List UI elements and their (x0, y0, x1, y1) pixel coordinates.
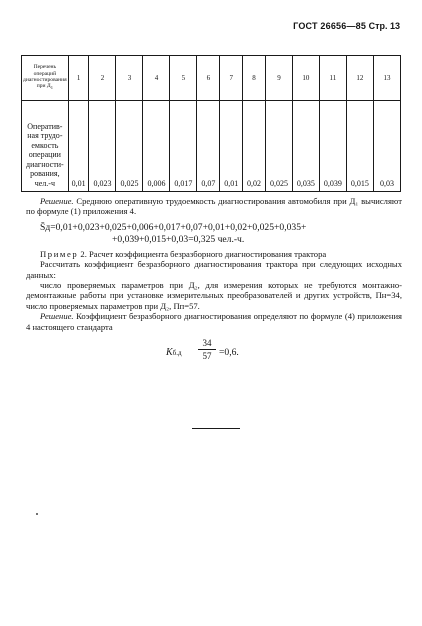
column-header: 5 (170, 56, 197, 101)
solution-paragraph-2 (26, 311, 402, 332)
fraction (198, 338, 216, 362)
task-paragraph: Рассчитать коэффициент безразборного диагностирования трактора при следующих исходных данных: (26, 259, 402, 280)
table-cell: 0,025 (265, 101, 292, 192)
formula-line-1: S̄д=0,01+0,023+0,025+0,006+0,017+0,07+0,01+0,02+0,025+0,035+ (40, 221, 307, 233)
table-header-row (22, 56, 401, 101)
table-cell: 0,025 (116, 101, 143, 192)
column-header: 3 (116, 56, 143, 101)
column-header: 6 (197, 56, 220, 101)
table-cell: 0,01 (68, 101, 89, 192)
table-cell: 0,07 (197, 101, 220, 192)
column-header: 12 (346, 56, 373, 101)
column-header: 8 (243, 56, 266, 101)
coefficient-result: =0,6. (219, 347, 239, 359)
coefficient-symbol: Kб.д (166, 347, 182, 359)
example-label: Пример (40, 248, 79, 259)
standard-number: ГОСТ 26656—85 (293, 21, 367, 31)
page-number: Стр. 13 (368, 21, 400, 31)
table-row (22, 101, 401, 192)
row-label: Оперативная трудоемкость операции диагностирования, чел.-ч (22, 101, 69, 192)
column-header: 13 (373, 56, 400, 101)
example-title: 2. Расчет коэффициента безразборного диагностирования трактора (78, 248, 327, 259)
column-header: 2 (89, 56, 116, 101)
table-cell: 0,035 (292, 101, 319, 192)
solution-text: Коэффициент безразборного диагностирования определяют по формуле (4) приложения 4 настоящего стандарта (26, 311, 402, 332)
coefficient-formula (26, 336, 402, 372)
formula-line-2: +0,039+0,015+0,03=0,325 чел.-ч. (112, 233, 245, 245)
table-cell: 0,017 (170, 101, 197, 192)
average-labor-formula (26, 222, 402, 246)
table-cell: 0,006 (143, 101, 170, 192)
section-divider (192, 428, 240, 429)
column-header: 9 (265, 56, 292, 101)
parameters-paragraph: число проверяемых параметров при Д₂, для измерения которых не требуются монтажно-демонтажные работы при установке измерительных преобразователей и других устройств, Пн=34, число проверяемых параметров при Д₂, Пп=57. (26, 280, 402, 311)
column-header: 10 (292, 56, 319, 101)
column-header: 11 (319, 56, 346, 101)
page-header (290, 21, 400, 31)
table-cell: 0,01 (220, 101, 243, 192)
fraction-bar (198, 349, 216, 350)
table-cell: 0,039 (319, 101, 346, 192)
table-cell: 0,02 (243, 101, 266, 192)
column-header: 7 (220, 56, 243, 101)
fraction-denominator: 57 (202, 351, 212, 362)
example-heading (26, 249, 402, 259)
table-cell: 0,023 (89, 101, 116, 192)
solution-text: Среднюю оперативную трудоемкость диагностирования автомобиля при Д₁ вычисляют по формуле (1) приложения 4. (26, 196, 402, 217)
solution-label: Решение. (40, 196, 74, 206)
operations-table (21, 55, 401, 192)
column-header: 1 (68, 56, 89, 101)
table-cell: 0,015 (346, 101, 373, 192)
column-header: 4 (143, 56, 170, 101)
fraction-numerator: 34 (202, 338, 212, 349)
table-cell: 0,03 (373, 101, 400, 192)
solution-paragraph-1 (26, 196, 402, 217)
operations-list-header: Перечень операций диагностирования при $Д_1$ (22, 56, 69, 101)
solution-label: Решение. (40, 311, 74, 322)
document-body (26, 196, 402, 372)
scan-mark (36, 513, 38, 515)
